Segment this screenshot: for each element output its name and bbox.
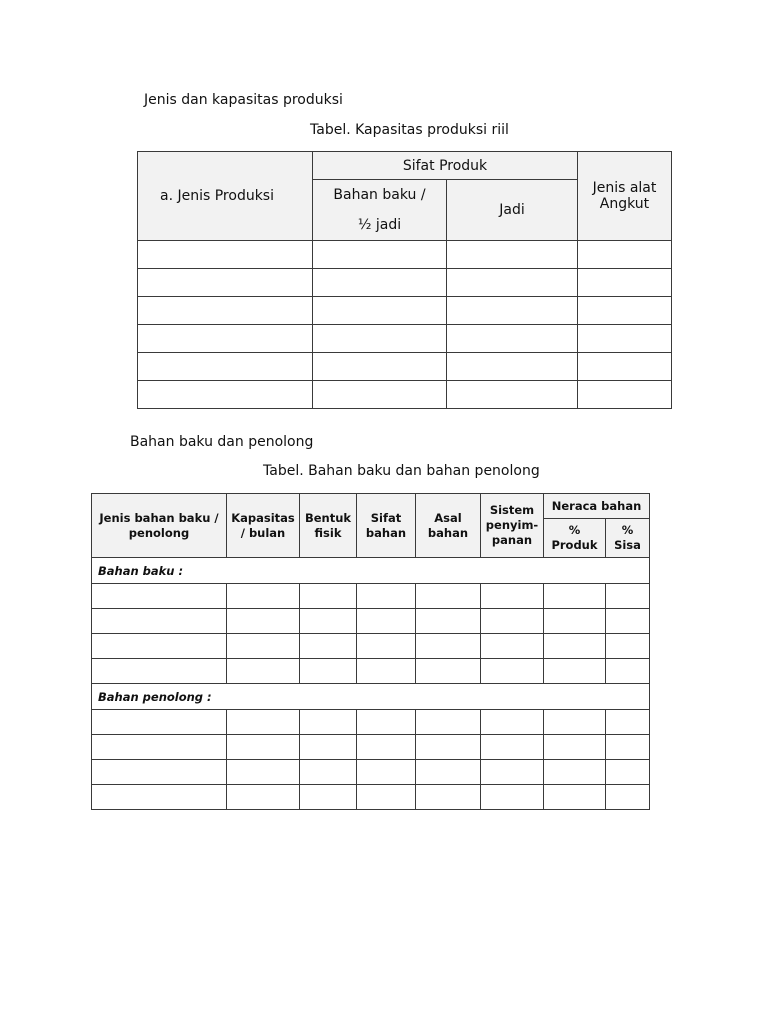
table-cell[interactable]	[606, 760, 650, 785]
header-neraca-bahan: Neraca bahan	[544, 494, 650, 519]
header-jenis-alat-angkut	[578, 152, 672, 241]
table-cell[interactable]	[227, 634, 300, 659]
table-cell[interactable]	[447, 241, 578, 269]
table-cell[interactable]	[544, 735, 606, 760]
table-cell[interactable]	[138, 353, 313, 381]
table-caption-bahan: Tabel. Bahan baku dan bahan penolong	[263, 463, 540, 479]
table-cell[interactable]	[481, 735, 544, 760]
table-cell[interactable]	[357, 785, 416, 810]
table-cell[interactable]	[416, 785, 481, 810]
table-cell[interactable]	[357, 735, 416, 760]
table-cell[interactable]	[300, 785, 357, 810]
table-row	[138, 353, 672, 381]
table-row	[92, 609, 650, 634]
table-cell[interactable]	[447, 381, 578, 409]
header-asal-line1: Asal	[434, 510, 462, 525]
table-cell[interactable]	[227, 735, 300, 760]
table-cell[interactable]	[544, 760, 606, 785]
table-cell[interactable]	[481, 659, 544, 684]
header-sisa-line1: %	[621, 523, 634, 537]
header-asal-line2: bahan	[427, 525, 469, 540]
table-cell[interactable]	[606, 659, 650, 684]
header-jenis-bahan-line2: penolong	[128, 525, 190, 540]
group-label-bahan-penolong: Bahan penolong :	[92, 684, 650, 710]
table-cell[interactable]	[606, 735, 650, 760]
header-bentuk-line2: fisik	[314, 525, 342, 540]
table-cell[interactable]	[138, 325, 313, 353]
table-cell[interactable]	[544, 584, 606, 609]
header-persen-produk	[544, 519, 606, 558]
table-cell[interactable]	[481, 584, 544, 609]
table-cell[interactable]	[300, 710, 357, 735]
table-cell[interactable]	[300, 609, 357, 634]
header-bentuk-fisik	[300, 494, 357, 558]
table-cell[interactable]	[606, 634, 650, 659]
table-cell[interactable]	[447, 269, 578, 297]
header-asal-bahan	[416, 494, 481, 558]
table-cell[interactable]	[481, 760, 544, 785]
table-cell[interactable]	[416, 634, 481, 659]
table-row	[138, 241, 672, 269]
header-jenis-bahan-line1: Jenis bahan baku /	[99, 510, 219, 525]
section-title-bahan: Bahan baku dan penolong	[130, 434, 314, 450]
table-cell[interactable]	[606, 609, 650, 634]
header-sistem-line3: panan	[491, 533, 533, 547]
header-sisa-line2: Sisa	[614, 538, 641, 552]
table-caption-kapasitas: Tabel. Kapasitas produksi riil	[310, 122, 509, 138]
table-cell[interactable]	[92, 760, 227, 785]
header-jenis-alat-line2: Angkut	[599, 196, 650, 212]
header-produk-line2: Produk	[551, 538, 598, 552]
table-cell[interactable]	[447, 325, 578, 353]
table-cell[interactable]	[481, 785, 544, 810]
table-cell[interactable]	[578, 353, 672, 381]
header-bahan-baku-line2: ½ jadi	[357, 217, 402, 233]
table-cell[interactable]	[313, 325, 447, 353]
table-cell[interactable]	[544, 710, 606, 735]
header-jenis-produksi: a. Jenis Produksi	[138, 152, 313, 241]
bahan-baku-penolong-table	[91, 493, 650, 810]
table-row	[92, 710, 650, 735]
header-kapasitas-line2: / bulan	[240, 525, 286, 540]
table-cell[interactable]	[416, 584, 481, 609]
table-cell[interactable]	[92, 785, 227, 810]
table-row	[92, 659, 650, 684]
table-cell[interactable]	[578, 381, 672, 409]
header-persen-sisa	[606, 519, 650, 558]
header-bentuk-line1: Bentuk	[304, 510, 352, 525]
table-row	[138, 297, 672, 325]
header-produk-line1: %	[568, 523, 581, 537]
table-cell[interactable]	[357, 584, 416, 609]
table-cell[interactable]	[481, 609, 544, 634]
table-cell[interactable]	[313, 381, 447, 409]
table-row	[92, 735, 650, 760]
table-cell[interactable]	[416, 760, 481, 785]
table-cell[interactable]	[313, 297, 447, 325]
table-row	[92, 760, 650, 785]
header-sifat-bahan	[357, 494, 416, 558]
table-cell[interactable]	[138, 381, 313, 409]
table-cell[interactable]	[357, 659, 416, 684]
table-cell[interactable]	[578, 269, 672, 297]
table-cell[interactable]	[92, 634, 227, 659]
table-row	[138, 325, 672, 353]
group-label-bahan-baku: Bahan baku :	[92, 558, 650, 584]
table-cell[interactable]	[92, 659, 227, 684]
header-kapasitas	[227, 494, 300, 558]
kapasitas-produksi-table	[137, 151, 672, 409]
table-cell[interactable]	[578, 297, 672, 325]
table-row	[92, 584, 650, 609]
table-cell[interactable]	[606, 785, 650, 810]
table-cell[interactable]	[447, 353, 578, 381]
table-row	[92, 785, 650, 810]
header-bahan-baku-setengah-jadi	[313, 180, 447, 241]
table-cell[interactable]	[138, 241, 313, 269]
table-cell[interactable]	[138, 269, 313, 297]
table-cell[interactable]	[300, 584, 357, 609]
table-cell[interactable]	[357, 710, 416, 735]
table-cell[interactable]	[447, 297, 578, 325]
header-sifat-line2: bahan	[365, 525, 407, 540]
table-cell[interactable]	[138, 297, 313, 325]
header-sifat-line1: Sifat	[370, 510, 402, 525]
table-cell[interactable]	[544, 785, 606, 810]
table-cell[interactable]	[416, 710, 481, 735]
table-cell[interactable]	[227, 584, 300, 609]
table-cell[interactable]	[357, 760, 416, 785]
table-cell[interactable]	[481, 710, 544, 735]
group-row-bahan-baku	[92, 558, 650, 584]
table-cell[interactable]	[578, 241, 672, 269]
table-cell[interactable]	[92, 584, 227, 609]
table-cell[interactable]	[544, 609, 606, 634]
table-cell[interactable]	[227, 609, 300, 634]
table-row	[92, 634, 650, 659]
table-cell[interactable]	[357, 609, 416, 634]
section-title-produksi: Jenis dan kapasitas produksi	[144, 92, 343, 108]
table-cell[interactable]	[300, 760, 357, 785]
table-cell[interactable]	[227, 710, 300, 735]
table-cell[interactable]	[416, 735, 481, 760]
table-cell[interactable]	[92, 735, 227, 760]
table-cell[interactable]	[481, 634, 544, 659]
table-cell[interactable]	[416, 609, 481, 634]
header-sistem-penyimpanan	[481, 494, 544, 558]
table-cell[interactable]	[606, 584, 650, 609]
table-cell[interactable]	[92, 609, 227, 634]
table-cell[interactable]	[357, 634, 416, 659]
table-cell[interactable]	[544, 634, 606, 659]
header-sistem-line1: Sistem	[489, 503, 535, 517]
table-cell[interactable]	[92, 710, 227, 735]
group-row-bahan-penolong	[92, 684, 650, 710]
header-jadi: Jadi	[447, 180, 578, 241]
header-sistem-line2: penyim-	[485, 518, 539, 532]
table-cell[interactable]	[313, 241, 447, 269]
table-cell[interactable]	[313, 353, 447, 381]
table-cell[interactable]	[606, 710, 650, 735]
table-row	[138, 381, 672, 409]
header-jenis-bahan	[92, 494, 227, 558]
table-cell[interactable]	[227, 785, 300, 810]
table-cell[interactable]	[300, 659, 357, 684]
table-cell[interactable]	[416, 659, 481, 684]
table-cell[interactable]	[544, 659, 606, 684]
table-cell[interactable]	[313, 269, 447, 297]
table-cell[interactable]	[227, 760, 300, 785]
header-jenis-alat-line1: Jenis alat	[592, 180, 657, 196]
header-bahan-baku-line1: Bahan baku /	[333, 187, 426, 203]
header-sifat-produk: Sifat Produk	[313, 152, 578, 180]
table-cell[interactable]	[578, 325, 672, 353]
table-cell[interactable]	[300, 634, 357, 659]
table-cell[interactable]	[300, 735, 357, 760]
header-kapasitas-line1: Kapasitas	[231, 510, 295, 525]
table-cell[interactable]	[227, 659, 300, 684]
table-row	[138, 269, 672, 297]
